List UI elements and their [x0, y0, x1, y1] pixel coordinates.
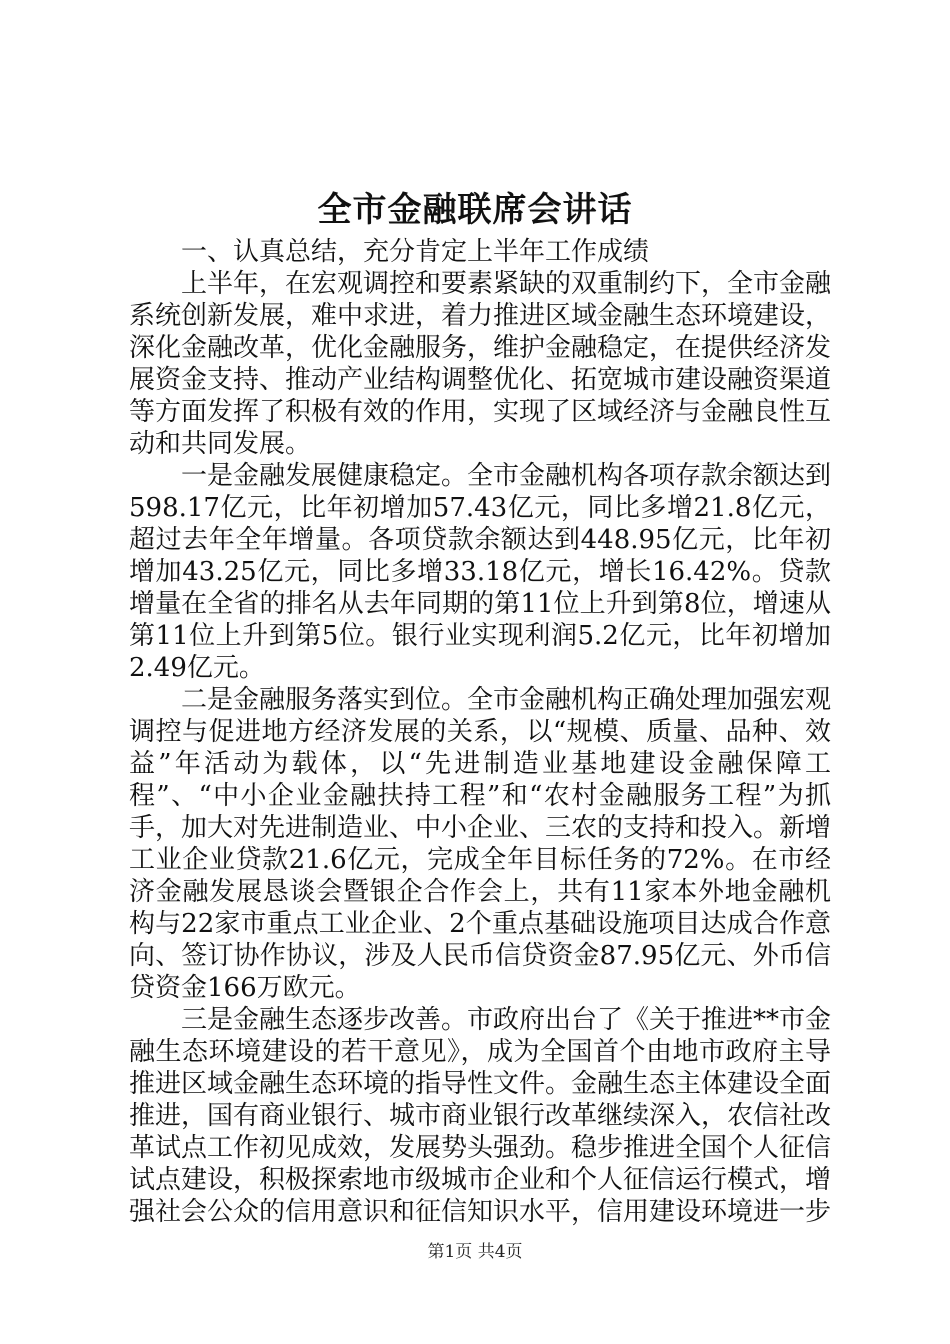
- body-paragraph: 上半年，在宏观调控和要素紧缺的双重制约下，全市金融系统创新发展，难中求进，着力推进区域金融生态环境建设，深化金融改革，优化金融服务，维护金融稳定，在提供经济发展资金支持、推动产业结构调整优化、拓宽城市建设融资渠道等方面发挥了积极有效的作用，实现了区域经济与金融良性互动和共同发展。: [129, 269, 832, 459]
- body-paragraph: 一是金融发展健康稳定。全市金融机构各项存款余额达到598.17亿元，比年初增加57.43亿元，同比多增21.8亿元，超过去年全年增量。各项贷款余额达到448.95亿元，比年初增加43.25亿元，同比多增33.18亿元，增长16.42%。贷款增量在全省的排名从去年同期的第11位上升到第8位，增速从第11位上升到第5位。银行业实现利润5.2亿元，比年初增加2.49亿元。: [129, 461, 832, 683]
- section-heading: 一、认真总结，充分肯定上半年工作成绩: [181, 237, 650, 267]
- document-title: 全市金融联席会讲话: [317, 190, 633, 230]
- body-paragraph: 三是金融生态逐步改善。市政府出台了《关于推进**市金融生态环境建设的若干意见》，成为全国首个由地市政府主导推进区域金融生态环境的指导性文件。金融生态主体建设全面推进，国有商业银行、城市商业银行改革继续深入，农信社改革试点工作初见成效，发展势头强劲。稳步推进全国个人征信试点建设，积极探索地市级城市企业和个人征信运行模式，增强社会公众的信用意识和征信知识水平，信用建设环境进一步: [129, 1005, 832, 1227]
- document-body: [129, 236, 831, 1228]
- page-footer: 第1页 共4页: [427, 1242, 523, 1262]
- body-paragraph: 二是金融服务落实到位。全市金融机构正确处理加强宏观调控与促进地方经济发展的关系，以“规模、质量、品种、效益”年活动为载体，以“先进制造业基地建设金融保障工程”、“中小企业金融扶持工程”和“农村金融服务工程”为抓手，加大对先进制造业、中小企业、三农的支持和投入。新增工业企业贷款21.6亿元，完成全年目标任务的72%。在市经济金融发展恳谈会暨银企合作会上，共有11家本外地金融机构与22家市重点工业企业、2个重点基础设施项目达成合作意向、签订协作协议，涉及人民币信贷资金87.95亿元、外币信贷资金166万欧元。: [129, 685, 832, 1003]
